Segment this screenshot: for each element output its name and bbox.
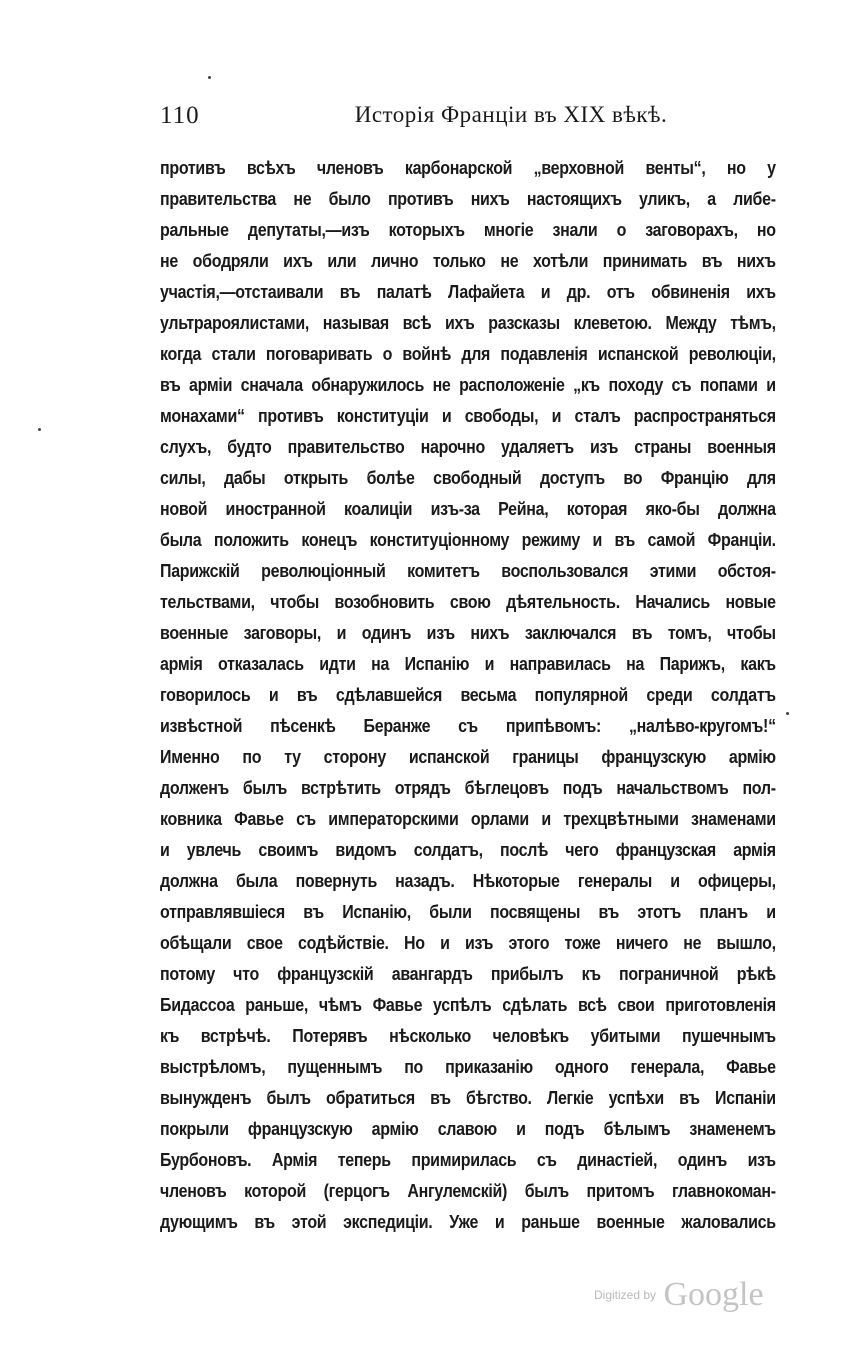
text-line: армія отказалась идти на Испанію и направилась на Парижъ, какъ	[160, 653, 776, 674]
text-line: была положить конецъ конституціонному режиму и въ самой Франціи.	[160, 529, 776, 550]
body-text	[160, 152, 776, 1237]
text-line: Бурбоновъ. Армія теперь примирилась съ династіей, одинъ изъ	[160, 1149, 776, 1170]
scan-speck	[38, 428, 41, 431]
running-title: Исторія Франціи въ XIX вѣкѣ.	[354, 102, 668, 127]
text-line: противъ всѣхъ членовъ карбонарской „верховной венты“, но у	[160, 157, 776, 178]
text-line: и увлечь своимъ видомъ солдатъ, послѣ чего французская армія	[160, 839, 776, 860]
text-line: монахами“ противъ конституціи и свободы, и сталъ распространяться	[160, 405, 776, 426]
text-line: покрыли французскую армію славою и подъ бѣлымъ знаменемъ	[160, 1118, 776, 1139]
text-line: ковника Фавье съ императорскими орлами и трехцвѣтными знаменами	[160, 808, 776, 829]
text-line: военные заговоры, и одинъ изъ нихъ заключался въ томъ, чтобы	[160, 622, 776, 643]
text-line: членовъ которой (герцогъ Ангулемскій) былъ притомъ главнокоман-	[160, 1180, 776, 1201]
text-line: извѣстной пѣсенкѣ Беранже съ припѣвомъ: „налѣво-кругомъ!“	[160, 715, 776, 736]
text-line: дующимъ въ этой экспедиціи. Уже и раньше военные жаловались	[160, 1211, 776, 1232]
text-line: должна была повернуть назадъ. Нѣкоторые генералы и офицеры,	[160, 870, 776, 891]
scan-speck	[786, 712, 789, 715]
text-line: правительства не было противъ нихъ настоящихъ уликъ, а либе-	[160, 188, 776, 209]
text-line: въ арміи сначала обнаружилось не расположеніе „къ походу съ попами и	[160, 374, 776, 395]
google-logo: Google	[663, 1276, 764, 1313]
text-line: вынужденъ былъ обратиться въ бѣгство. Легкіе успѣхи въ Испаніи	[160, 1087, 776, 1108]
text-line: Именно по ту сторону испанской границы французскую армію	[160, 746, 776, 767]
text-line: говорилось и въ сдѣлавшейся весьма популярной среди солдатъ	[160, 684, 776, 705]
text-line: Бидассоа раньше, чѣмъ Фавье успѣлъ сдѣлать всѣ свои приготовленія	[160, 994, 776, 1015]
text-line: Парижскій революціонный комитетъ воспользовался этими обстоя-	[160, 560, 776, 581]
text-line: ральные депутаты,—изъ которыхъ многіе знали о заговорахъ, но	[160, 219, 776, 240]
page-header	[160, 102, 780, 134]
digitized-by-google-watermark	[594, 1276, 764, 1314]
text-line: не ободряли ихъ или лично только не хотѣли принимать въ нихъ	[160, 250, 776, 271]
text-line: обѣщали свое содѣйствіе. Но и изъ этого тоже ничего не вышло,	[160, 932, 776, 953]
scan-speck	[208, 76, 211, 79]
text-line: тельствами, чтобы возобновить свою дѣятельность. Начались новые	[160, 591, 776, 612]
text-line: къ встрѣчѣ. Потерявъ нѣсколько человѣкъ убитыми пушечнымъ	[160, 1025, 776, 1046]
text-line: силы, дабы открыть болѣе свободный доступъ во Францію для	[160, 467, 776, 488]
text-line: ультрароялистами, называя всѣ ихъ разсказы клеветою. Между тѣмъ,	[160, 312, 776, 333]
text-line: отправлявшіеся въ Испанію, были посвящены въ этотъ планъ и	[160, 901, 776, 922]
text-line: когда стали поговаривать о войнѣ для подавленія испанской революціи,	[160, 343, 776, 364]
text-line: выстрѣломъ, пущеннымъ по приказанію одного генерала, Фавье	[160, 1056, 776, 1077]
watermark-prefix: Digitized by	[594, 1288, 657, 1302]
text-line: потому что французскій авангардъ прибылъ къ пограничной рѣкѣ	[160, 963, 776, 984]
text-line: долженъ былъ встрѣтить отрядъ бѣглецовъ подъ начальствомъ пол-	[160, 777, 776, 798]
text-line: участія,—отстаивали въ палатѣ Лафайета и др. отъ обвиненія ихъ	[160, 281, 776, 302]
text-line: слухъ, будто правительство нарочно удаляетъ изъ страны военныя	[160, 436, 776, 457]
text-line: новой иностранной коалиціи изъ-за Рейна, которая яко-бы должна	[160, 498, 776, 519]
page-number: 110	[160, 102, 200, 129]
